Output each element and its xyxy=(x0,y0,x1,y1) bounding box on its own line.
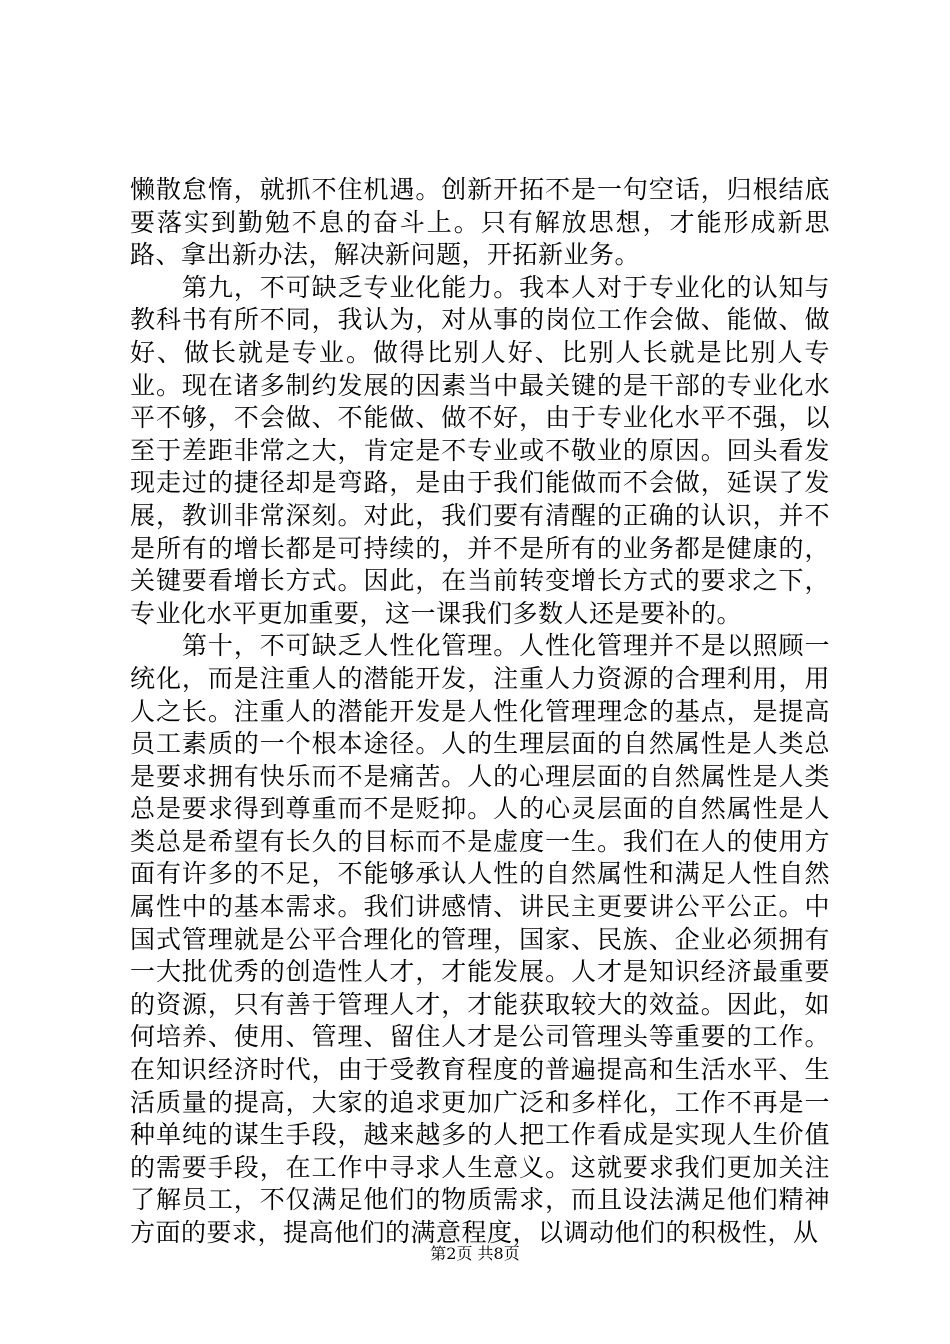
paragraph-tenth-point: 第十，不可缺乏人性化管理。人性化管理并不是以照顾一统化，而是注重人的潜能开发，注重人力资源的合理利用，用人之长。注重人的潜能开发是人性化管理理念的基点，是提高员工素质的一个根本途径。人的生理层面的自然属性是人类总是要求拥有快乐而不是痛苦。人的心理层面的自然属性是人类总是要求得到尊重而不是贬抑。人的心灵层面的自然属性是人类总是希望有长久的目标而不是虚度一生。我们在人的使用方面有许多的不足，不能够承认人性的自然属性和满足人性自然属性中的基本需求。我们讲感情、讲民主更要讲公平公正。中国式管理就是公平合理化的管理，国家、民族、企业必须拥有一大批优秀的创造性人才，才能发展。人才是知识经济最重要的资源，只有善于管理人才，才能获取较大的效益。因此，如何培养、使用、管理、留住人才是公司管理头等重要的工作。在知识经济时代，由于受教育程度的普遍提高和生活水平、生活质量的提高，大家的追求更加广泛和多样化，工作不再是一种单纯的谋生手段，越来越多的人把工作看成是实现人生价值的需要手段，在工作中寻求人生意义。这就要求我们更加关注了解员工，不仅满足他们的物质需求，而且设法满足他们精神方面的要求，提高他们的满意程度，以调动他们的积极性，从 xyxy=(130,631,830,1247)
paragraph-ninth-point: 第九，不可缺乏专业化能力。我本人对于专业化的认知与教科书有所不同，我认为，对从事的岗位工作会做、能做、做好、做长就是专业。做得比别人好、比别人长就是比别人专业。现在诸多制约发展的因素当中最关键的是干部的专业化水平不够，不会做、不能做、做不好，由于专业化水平不强，以至于差距非常之大，肯定是不专业或不敬业的原因。回头看发现走过的捷径却是弯路，是由于我们能做而不会做，延误了发展，教训非常深刻。对此，我们要有清醒的正确的认识，并不是所有的增长都是可持续的，并不是所有的业务都是健康的，关键要看增长方式。因此，在当前转变增长方式的要求之下，专业化水平更加重要，这一课我们多数人还是要补的。 xyxy=(130,272,830,628)
page-footer: 第2页 共8页 xyxy=(430,1244,520,1263)
paragraph-continuation: 懒散怠惰，就抓不住机遇。创新开拓不是一句空话，归根结底要落实到勤勉不息的奋斗上。只有解放思想，才能形成新思路、拿出新办法，解决新问题，开拓新业务。 xyxy=(130,175,830,270)
document-body xyxy=(130,174,830,1250)
